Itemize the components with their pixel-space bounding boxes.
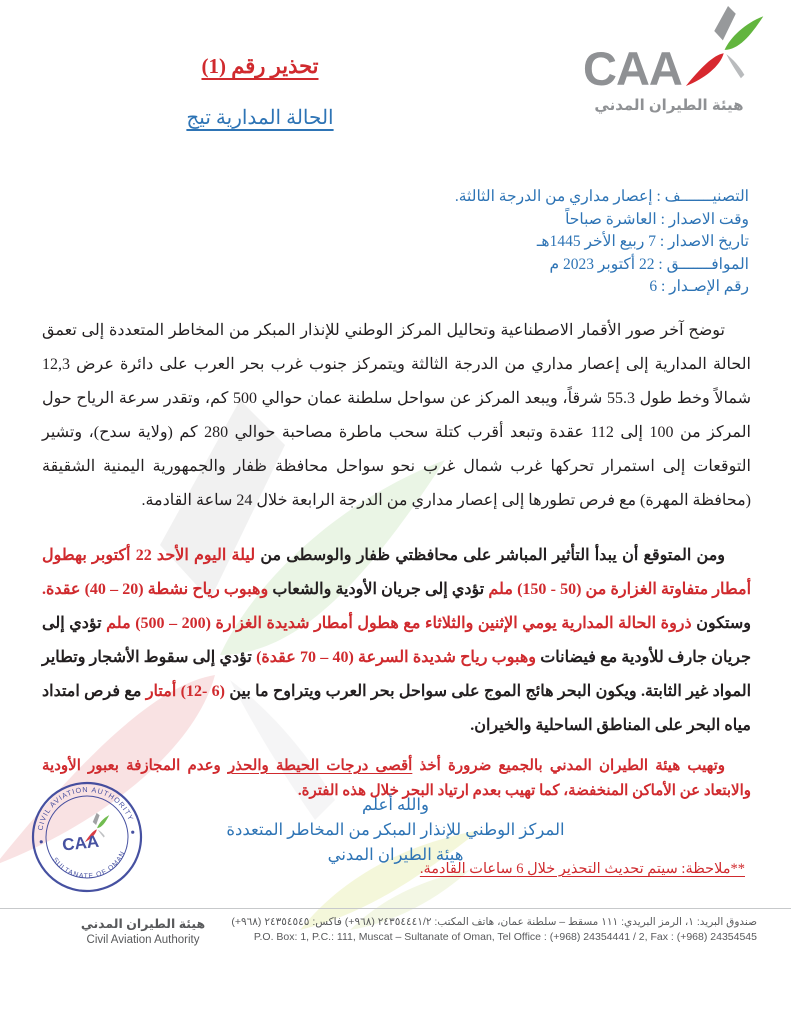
tropical-condition-title: الحالة المدارية تيج (186, 107, 334, 129)
signature-line-god-knows: والله أعلم (362, 795, 429, 814)
caa-logo (581, 12, 763, 114)
situation-paragraph: توضح آخر صور الأقمار الاصطناعية وتحاليل المركز الوطني للإنذار المبكر من المخاطر المتعددة إلى تعمق الحالة المدارية إلى إعصار مداري من الدرجة الثالثة ويتمركز جنوب غرب بحر العرب على دائرة عرض 12,3 شمالاً وخط طول 55.3 شرقاً، ويبعد المركز عن سواحل سلطنة عمان حوالي 500 كم، وتقدر سرعة الرياح حول المركز من 100 إلى 112 عقدة وتبعد أقرب كتلة سحب ماطرة مصاحبة حوالي 280 كم (ولاية سدح)، وتشير التوقعات إلى استمرار تحركها غرب شمال غرب نحو سواحل محافظة ظفار والجمهورية اليمنية الشقيقة (محافظة المهرة) مع فرص تطورها إلى إعصار مداري من الدرجة الرابعة خلال 24 ساعة القادمة. (42, 322, 752, 509)
meta-value: العاشرة صباحاً (565, 210, 657, 228)
meta-issue-date-gregorian: الموافـــــــق : 22 أكتوبر 2023 م (549, 255, 749, 273)
caa-logo-name-arabic: هيئة الطيران المدني (594, 97, 744, 114)
meta-value: 6 (649, 278, 658, 295)
meta-classification: التصنيـــــــف : إعصار مداري من الدرجة الثالثة. (454, 188, 749, 205)
impact-segment-waves: (6 -12) أمتار (141, 683, 225, 700)
meta-value: 22 أكتوبر 2023 م (549, 255, 655, 273)
stamp-caa-text: CAA (61, 831, 100, 855)
meta-label: التصنيـــــــف (664, 188, 749, 205)
stamp-authority-text: CIVIL AVIATION AUTHORITY (35, 784, 136, 832)
signature-line-authority: هيئة الطيران المدني (327, 845, 464, 864)
meta-issue-time: وقت الاصدار : العاشرة صباحاً (565, 210, 749, 228)
footer-authority-block (58, 916, 228, 946)
footer-address-arabic: صندوق البريد: ١، الرمز البريدي: ١١١ مسقط – سلطنة عمان، هاتف المكتب: ٢٤٣٥٤٤٤١/٢ (٩٦٨+) فاكس: ٢٤٣٥٤٥٤٥ (٩٦٨+) (231, 916, 757, 928)
meta-value: 7 ربيع الأخر 1445هـ (536, 233, 656, 250)
impact-segment: تؤدي إلى جريان جارف للأودية مع فيضانات (42, 615, 752, 666)
footer-address-block (231, 916, 757, 943)
impact-segment: وستكون (691, 615, 752, 632)
footer-authority-arabic: هيئة الطيران المدني (80, 917, 206, 931)
meta-issue-number: رقم الإصـدار : 6 (649, 278, 749, 295)
footer-divider (0, 908, 791, 909)
impact-segment: تؤدي إلى جريان الأودية والشعاب (268, 581, 485, 598)
meta-value: إعصار مداري من الدرجة الثالثة. (454, 188, 653, 205)
update-note: **ملاحظة: سيتم تحديث التحذير خلال 6 ساعات القادمة. (419, 861, 745, 877)
footer-address-english: P.O. Box: 1, P.C.: 111, Muscat – Sultanate of Oman, Tel Office : (+968) 24354441 / 2, Fax : (+968) 24354545 (253, 931, 757, 943)
impact-segment-severe-wind: وهبوب رياح شديدة السرعة (40 – 70 عقدة) (251, 649, 537, 666)
meta-label: الموافـــــــق (666, 255, 749, 273)
impact-segment-wind: وهبوب رياح نشطة (20 – 40) عقدة. (42, 581, 269, 598)
impact-segment-rainfall: ليلة اليوم الأحد 22 أكتوبر بهطول أمطار متفاوتة الغزارة من (50 - 150) ملم (42, 547, 752, 598)
issue-metadata (455, 186, 749, 299)
impact-segment-peak: ذروة الحالة المدارية يومي الإثنين والثلاثاء مع هطول أمطار شديدة الغزارة (200 – 500) ملم (101, 615, 692, 632)
document-titles (0, 54, 520, 130)
svg-text:CIVIL AVIATION AUTHORITY (31, 780, 136, 832)
stamp-country-text: SULTANATE OF OMAN (51, 849, 128, 881)
caa-official-stamp (24, 774, 149, 899)
advisory-segment: وعدم المجازفة بعبور الأودية والابتعاد عن الأماكن المنخفضة، كما تهيب بعدم ارتياد البحر خلال هذه الفترة. (42, 758, 751, 799)
caa-star-icon (679, 6, 765, 92)
impact-segment: تؤدي إلى سقوط الأشجار وتطاير المواد غير الثابتة. ويكون البحر هائج الموج على سواحل بحر العرب ويتراوح ما بين (42, 649, 752, 700)
advisory-segment-emphasis: أقصى درجات الحيطة والحذر (227, 758, 413, 774)
warning-number-title: تحذير رقم (1) (201, 54, 319, 78)
meta-label: رقم الإصـدار (669, 278, 749, 295)
impact-segment: ومن المتوقع أن يبدأ التأثير المباشر على محافظتي ظفار والوسطى من (255, 547, 726, 564)
meta-label: تاريخ الاصدار (668, 233, 749, 250)
footer-authority-english: Civil Aviation Authority (86, 934, 200, 946)
meta-issue-date-hijri: تاريخ الاصدار : 7 ربيع الأخر 1445هـ (536, 233, 749, 250)
document-body (42, 314, 751, 804)
impact-segment: مع فرص امتداد مياه البحر على المناطق الساحلية والخيران. (42, 683, 751, 734)
caa-logo-acronym: CAA (583, 42, 682, 95)
impact-forecast-paragraph (42, 539, 751, 743)
meta-label: وقت الاصدار (668, 210, 749, 228)
advisory-segment: وتهيب هيئة الطيران المدني بالجميع ضرورة أخذ (412, 758, 726, 774)
signature-line-center: المركز الوطني للإنذار المبكر من المخاطر المتعددة (226, 820, 565, 839)
